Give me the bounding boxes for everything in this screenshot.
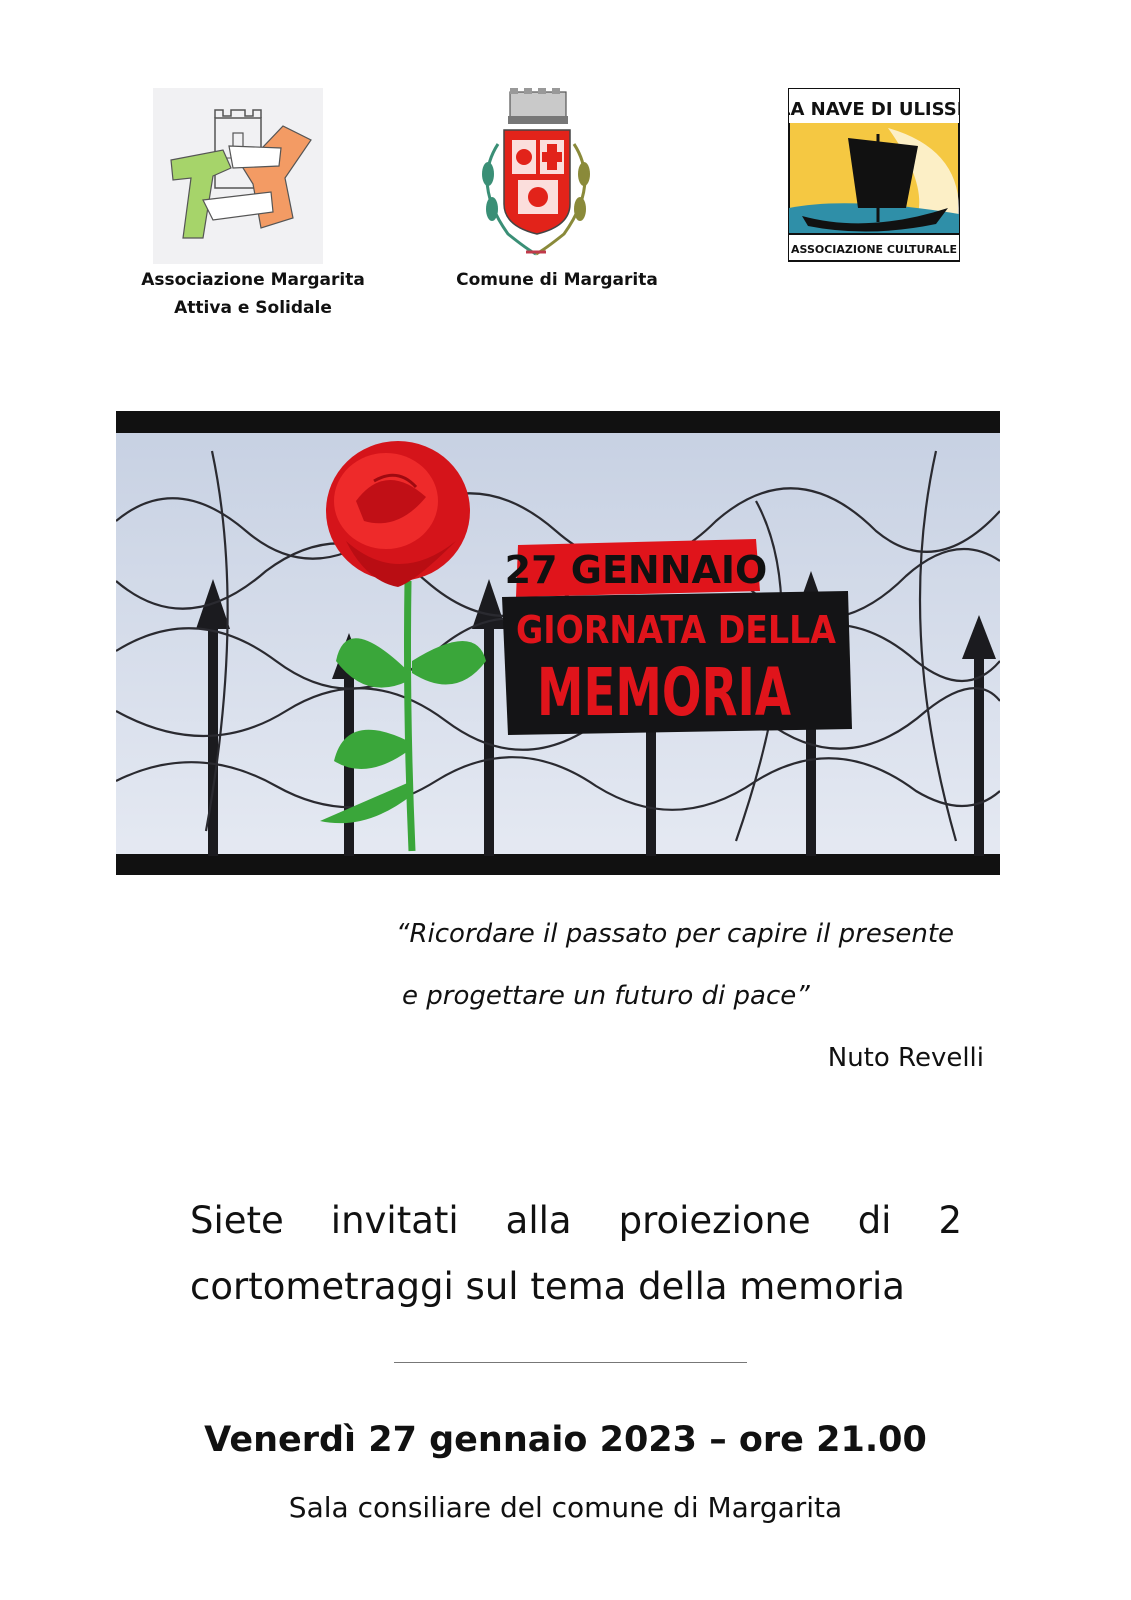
nave-di-ulisse-logo [788, 88, 960, 262]
nave-logo-subtitle: ASSOCIAZIONE CULTURALE [791, 243, 957, 256]
banner-date-label: 27 GENNAIO [504, 548, 768, 592]
banner-title-line1: GIORNATA DELLA [516, 608, 837, 652]
assoc-margarita-logo [153, 88, 323, 264]
quote-line-2: e progettare un futuro di pace” [402, 981, 810, 1011]
assoc-caption-line1: Associazione Margarita [141, 270, 365, 290]
banner-title-line2: MEMORIA [537, 654, 791, 731]
quote-author: Nuto Revelli [827, 1043, 984, 1073]
event-date-time: Venerdì 27 gennaio 2023 – ore 21.00 [204, 1420, 927, 1460]
event-place: Sala consiliare del comune di Margarita [288, 1491, 843, 1524]
memory-day-banner [116, 411, 1000, 875]
comune-coat-of-arms [458, 84, 614, 264]
section-divider [394, 1362, 747, 1363]
quote-line-1: “Ricordare il passato per capire il presente [396, 919, 955, 949]
assoc-caption-line2: Attiva e Solidale [174, 298, 332, 318]
nave-logo-title: LA NAVE DI ULISSE [788, 99, 960, 120]
comune-logo-caption: Comune di Margarita [456, 270, 658, 290]
assoc-logo-caption [140, 266, 366, 322]
invitation-line-2: cortometraggi sul tema della memoria [190, 1265, 905, 1308]
invitation-line-1: Siete invitati alla proiezione di 2 [190, 1199, 962, 1242]
